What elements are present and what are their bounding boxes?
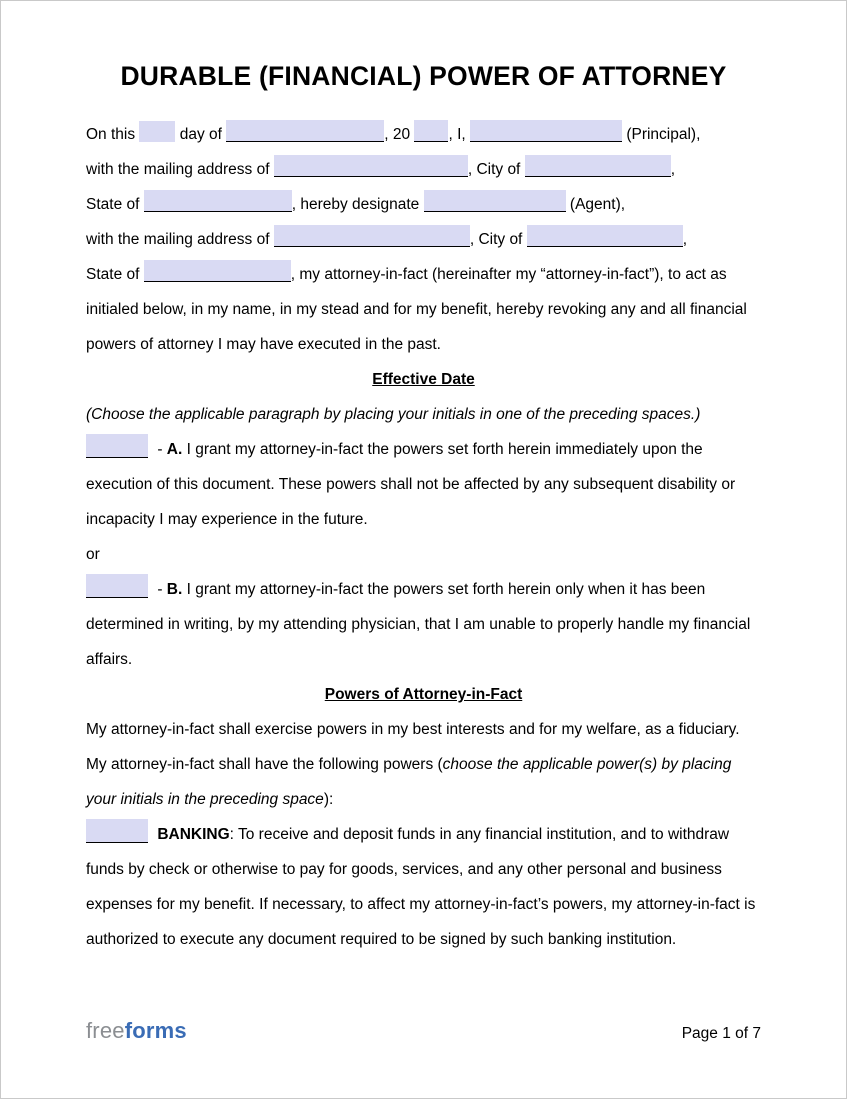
intro-text: State of (86, 266, 140, 283)
intro-text: with the mailing address of (86, 231, 270, 248)
intro-text: , 20 (384, 126, 411, 143)
option-b-paragraph (86, 572, 761, 677)
field-mailing-address-1[interactable] (274, 155, 468, 177)
option-b-text: I grant my attorney-in-fact the powers set forth herein only when it has been determined in writing, by my attending physician, that I am unable to properly handle my financial affairs. (86, 581, 751, 668)
field-principal-name[interactable] (470, 120, 622, 142)
or-text: or (86, 546, 100, 563)
intro-text: , City of (467, 161, 521, 178)
intro-paragraph (86, 117, 761, 362)
option-b-label: B. (166, 581, 183, 598)
field-state-1[interactable] (144, 190, 292, 212)
field-initials-banking[interactable] (86, 819, 148, 843)
intro-text: , hereby designate (291, 196, 420, 213)
banking-label: BANKING (157, 826, 230, 843)
field-city-2[interactable] (527, 225, 683, 247)
intro-text: On this (86, 126, 136, 143)
intro-text: , I, (448, 126, 466, 143)
field-month[interactable] (226, 120, 384, 142)
powers-intro-italic: choose the applicable power(s) by placing your initials in the preceding space (86, 756, 732, 808)
brand-forms: forms (124, 1018, 187, 1043)
intro-text: (Agent), (569, 196, 626, 213)
effective-date-instruction (86, 397, 761, 432)
field-initials-b[interactable] (86, 574, 148, 598)
intro-text: , (670, 161, 675, 178)
powers-intro-2 (86, 747, 761, 817)
document-title: DURABLE (FINANCIAL) POWER OF ATTORNEY (120, 61, 727, 91)
field-state-2[interactable] (144, 260, 291, 282)
banking-text: : To receive and deposit funds in any financial institution, and to withdraw funds by check or otherwise to pay for goods, services, and any other personal and business expenses for my benefit. If necessary, to affect my attorney-in-fact’s powers, my attorney-in-fact is authorized to execute any document required to be signed by such banking institution. (86, 826, 756, 948)
field-initials-a[interactable] (86, 434, 148, 458)
brand-free: free (86, 1018, 125, 1043)
field-day[interactable] (139, 121, 175, 142)
option-a-label: A. (166, 441, 183, 458)
powers-intro-text: ): (323, 791, 334, 808)
intro-text: day of (179, 126, 222, 143)
option-b-dash: - (157, 581, 163, 598)
option-a-paragraph (86, 432, 761, 537)
powers-intro-1: My attorney-in-fact shall exercise powers in my best interests and for my welfare, as a fiduciary. (86, 721, 740, 738)
banking-paragraph (86, 817, 761, 957)
intro-text: , my attorney-in-fact (hereinafter my “attorney-in-fact”), to act as initialed below, in my name, in my stead and for my benefit, hereby revoking any and all financial powers of attorney I may have executed in the past. (86, 266, 747, 353)
intro-text: (Principal), (626, 126, 701, 143)
powers-intro-text: My attorney-in-fact shall have the following powers ( (86, 756, 443, 773)
effective-date-heading: Effective Date (372, 371, 475, 388)
instruction-text: (Choose the applicable paragraph by placing your initials in one of the preceding spaces.) (86, 406, 701, 423)
field-agent-name[interactable] (424, 190, 566, 212)
brand-logo (86, 1019, 187, 1043)
intro-text: , City of (469, 231, 523, 248)
page-footer (86, 1019, 761, 1046)
field-mailing-address-2[interactable] (274, 225, 470, 247)
field-year[interactable] (414, 120, 448, 142)
powers-heading: Powers of Attorney-in-Fact (324, 686, 523, 703)
intro-text: , (682, 231, 687, 248)
intro-text: with the mailing address of (86, 161, 270, 178)
page-number: Page 1 of 7 (681, 1025, 761, 1042)
field-city-1[interactable] (525, 155, 671, 177)
option-a-dash: - (157, 441, 163, 458)
intro-text: State of (86, 196, 140, 213)
option-a-text: I grant my attorney-in-fact the powers set forth herein immediately upon the execution of this document. These powers shall not be affected by any subsequent disability or incapacity I may experience in the future. (86, 441, 736, 528)
